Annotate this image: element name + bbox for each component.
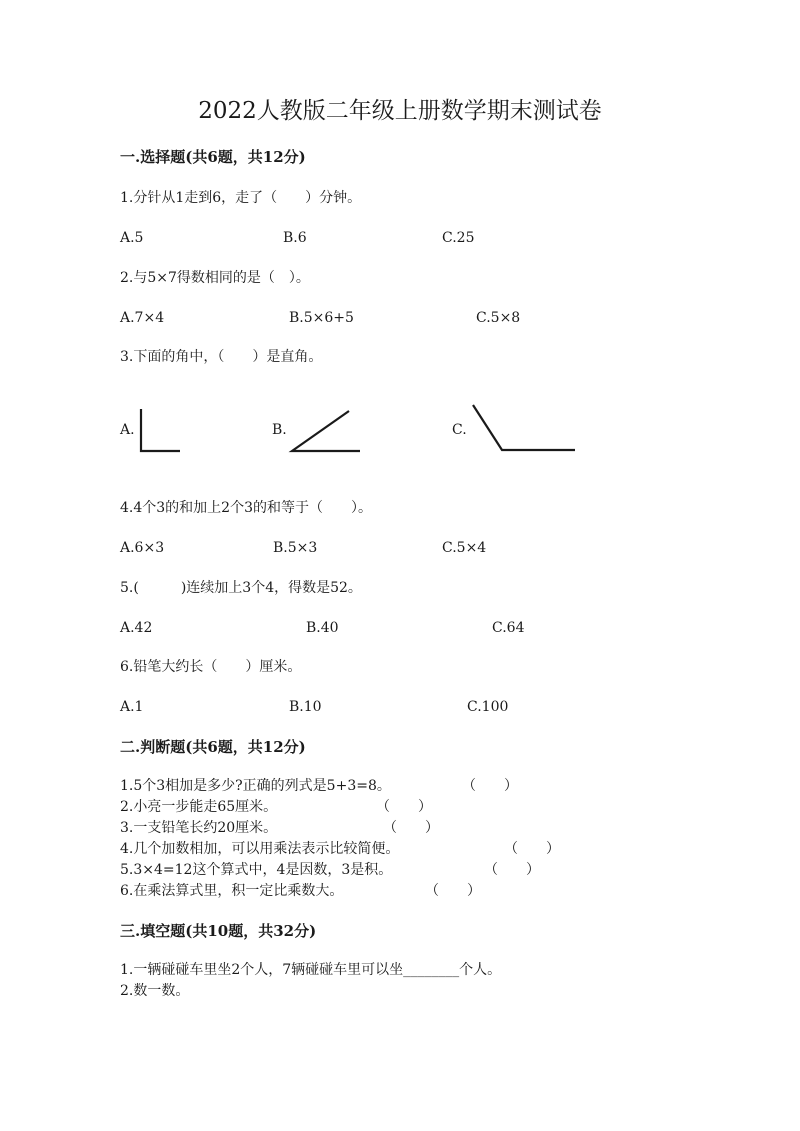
- option-a: A.7×4: [120, 310, 165, 326]
- option-b: B.5×3: [273, 540, 318, 556]
- question-text: 6.铅笔大约长（ ）厘米。: [120, 659, 302, 675]
- option-c: C.: [452, 422, 467, 438]
- true-false-item: 6.在乘法算式里，积一定比乘数大。: [120, 883, 344, 899]
- option-c: C.5×4: [442, 540, 487, 556]
- option-a: A.1: [120, 699, 144, 715]
- answer-paren: （ ）: [376, 799, 432, 815]
- option-b: B.5×6+5: [289, 310, 354, 326]
- question-text: 5.( )连续加上3个4，得数是52。: [120, 580, 362, 596]
- right-angle-figure: [130, 400, 190, 460]
- true-false-item: 4.几个加数相加，可以用乘法表示比较简便。: [120, 841, 400, 857]
- section-heading-true-false: 二.判断题(共6题，共12分): [120, 738, 306, 756]
- option-a: A.6×3: [120, 540, 165, 556]
- option-a: A.: [120, 422, 135, 438]
- question-text: 2.与5×7得数相同的是（ ）。: [120, 270, 310, 286]
- fill-in-item: 2.数一数。: [120, 983, 190, 999]
- question-text: 3.下面的角中，（ ）是直角。: [120, 349, 323, 365]
- option-c: C.64: [492, 620, 525, 636]
- true-false-item: 5.3×4=12这个算式中，4是因数，3是积。: [120, 862, 393, 878]
- option-a: A.5: [120, 230, 144, 246]
- answer-paren: （ ）: [425, 883, 481, 899]
- true-false-item: 3.一支铅笔长约20厘米。: [120, 820, 278, 836]
- option-b: B.: [272, 422, 287, 438]
- true-false-item: 2.小亮一步能走65厘米。: [120, 799, 278, 815]
- fill-in-item: 1.一辆碰碰车里坐2个人，7辆碰碰车里可以坐________个人。: [120, 962, 502, 978]
- page-title: 2022人教版二年级上册数学期末测试卷: [198, 98, 602, 124]
- answer-paren: （ ）: [484, 862, 540, 878]
- option-b: B.10: [289, 699, 322, 715]
- section-heading-fill-in: 三.填空题(共10题，共32分): [120, 922, 317, 940]
- answer-paren: （ ）: [462, 778, 518, 794]
- acute-angle-figure: [285, 400, 365, 460]
- section-heading-choice: 一.选择题(共6题，共12分): [120, 148, 306, 166]
- option-b: B.40: [306, 620, 339, 636]
- answer-paren: （ ）: [383, 820, 439, 836]
- question-text: 1.分针从1走到6，走了（ ）分钟。: [120, 190, 362, 206]
- option-c: C.5×8: [476, 310, 521, 326]
- option-c: C.100: [467, 699, 509, 715]
- option-b: B.6: [283, 230, 307, 246]
- option-a: A.42: [120, 620, 153, 636]
- obtuse-angle-figure: [465, 395, 585, 455]
- option-c: C.25: [442, 230, 475, 246]
- answer-paren: （ ）: [504, 841, 560, 857]
- true-false-item: 1.5个3相加是多少?正确的列式是5+3=8。: [120, 778, 391, 794]
- question-text: 4.4个3的和加上2个3的和等于（ ）。: [120, 500, 372, 516]
